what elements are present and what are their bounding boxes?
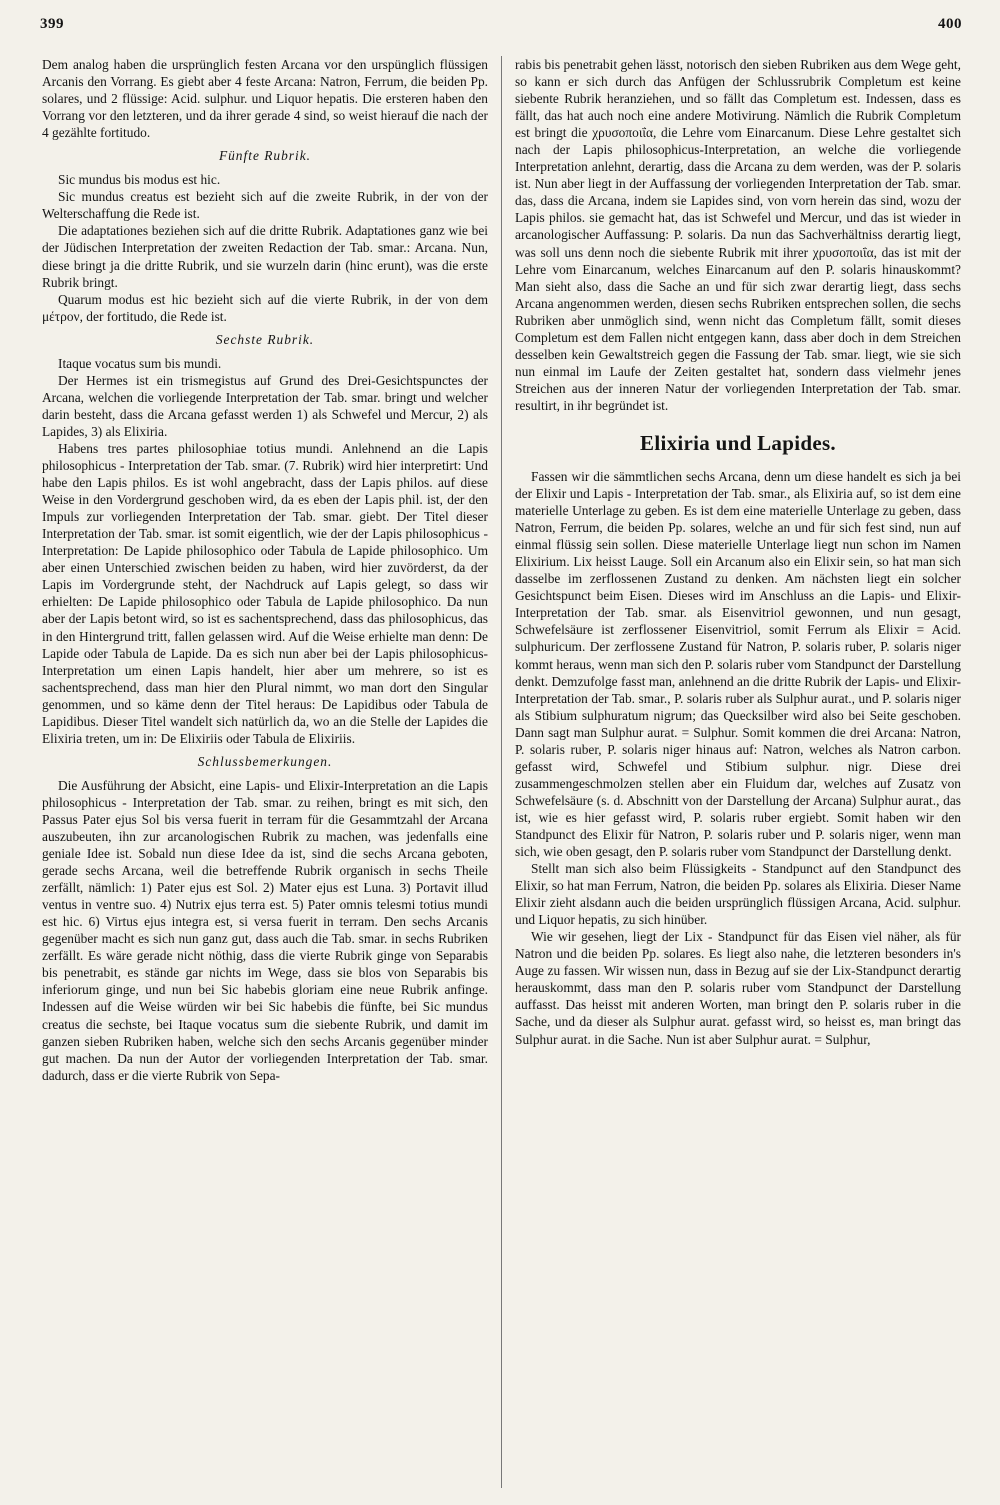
- paragraph: Dem analog haben die ursprünglich festen Arcana vor den urspünglich flüssigen Arcanis den Vorrang. Es giebt aber 4 feste Arcana: Natron, Ferrum, die beiden Pp. solares, und 2 flüssige: Acid. sulphur. und Liquor hepatis. Die ersteren haben den Vorrang vor den letzteren, und da ihrer gerade 4 sind, so weist hierauf die nach der 4 gezählte fortitudo.: [42, 57, 488, 141]
- paragraph: Sic mundus bis modus est hic.: [58, 172, 221, 188]
- paragraph: Wie wir gesehen, liegt der Lix - Standpunct für das Eisen viel näher, als für Natron und die beiden Pp. solares. Es liegt also nahe, die letzteren besonders in's Auge zu fassen. Wir wissen nun, dass in Bezug auf sie der Lix-Standpunct derartig herauskommt, dass man den P. solaris ruber vom Standpunct der Darstellung auffasst. Das heisst mit anderen Worten, man bringt den P. solaris ruber in die Sache, und da dieser als Sulphur aurat. gefasst wird, so heisst es, man bringt das Sulphur aurat. in die Sache. Nun ist aber Sulphur aurat. = Sulphur,: [515, 929, 961, 1047]
- paragraph: Sic mundus creatus est bezieht sich auf die zweite Rubrik, in der von der Welterschaffung die Rede ist.: [42, 189, 488, 222]
- paragraph: Der Hermes ist ein trismegistus auf Grund des Drei-Gesichtspunctes der Arcana, welchen die vorliegende Interpretation der Tab. smar. bringt und welcher darin besteht, dass die Arcana gefasst werden 1) als Schwefel und Mercur, 2) als Lapides, 3) als Elixiria.: [42, 372, 488, 439]
- paragraph: Die Ausführung der Absicht, eine Lapis- und Elixir-Interpretation an die Lapis philosophicus - Interpretation der Tab. smar. zu reihen, bringt es mit sich, den Passus Pater ejus Sol bis versa fuerit in terram für die Gesammtzahl der Arcana auszubeuten, ihn zur arcanologischen Rubrik zu machen, was jedenfalls eine geniale Idee ist. Sobald nun diese Idee da ist, sind die sechs Arcana geboten, gerade sechs Arcana, weil die betreffende Rubrik organisch in sechs Theile zerfällt, nämlich: 1) Pater ejus est Sol. 2) Mater ejus est Luna. 3) Portavit illud ventus in ventre suo. 4) Nutrix ejus terra est. 5) Pater omnis telesmi totius mundi est hic. 6) Virtus ejus integra est, si versa fuerit in terram. Den sechs Arcanis gegenüber macht es sich nun ganz gut, dass auch die Tab. smar. in sechs Rubriken zerfällt. Es wäre gerade nicht nöthig, dass die vierte Rubrik ginge von Separabis bis penetrabit, es stände gar nichts im Wege, dass sie blos von Separabis bis inferiorum ginge, und nun bei Sic habebis gloriam eine neue Rubrik anfinge. Indessen auf die Weise würden wir bei Sic habebis die fünfte, bei Sic mundus creatus die sechste, bei Itaque vocatus sum die siebente Rubrik, und damit im ganzen sieben Rubriken haben, welche sich den sechs Arcanis gegenüber minder gut machen. Da nun der Autor der vorliegenden Interpretation der Tab. smar. dadurch, dass er die vierte Rubrik von Sepa-: [42, 777, 488, 1083]
- section-heading-schlussbemerkungen: Schlussbemerkungen.: [197, 753, 333, 769]
- left-column: [42, 56, 488, 1496]
- right-column: [515, 56, 961, 1496]
- chapter-heading-elixiria-und-lapides: Elixiria und Lapides.: [640, 430, 836, 455]
- paragraph: rabis bis penetrabit gehen lässt, notorisch den sieben Rubriken aus dem Wege geht, so kann er sich durch das Anfügen der Schlussrubrik Completum est keine siebente Rubrik heranziehen, und so fällt das Completum est. Indessen, dass es fällt, das hat auch noch eine andere Motivirung. Nämlich die Rubrik Completum est bringt die χρυσοποιΐα, die Lehre vom Einarcanum. Diese Lehre gestaltet sich nach der Lapis philosophicus-Interpretation, an welche die vorliegende Interpretation anlehnt, derartig, dass die Arcana zu dem werden, was der P. solaris ist. Nun aber liegt in der Auffassung der vorliegenden Interpretation der Tab. smar. das, dass die Arcana, indem sie Lapides sind, von vorn herein das sind, wozu der Lapis philos. sie gemacht hat, das ist Schwefel und Mercur, und das ist wieder in arcanologischer Auffassung: P. solaris. Da nun das Sachverhältniss derartig liegt, was soll uns denn noch die siebente Rubrik mit ihrer χρυσοποιΐα, das ist mit der Lehre vom Einarcanum, welches Einarcanum auf den P. solaris hinauskommt? Man sieht also, dass die Sache an und für sich zwar derartig liegt, dass sechs Arcana angenommen werden, diesen sechs Rubriken entsprechen sollen, die sechs Rubriken aber unmöglich sind, wenn nicht das Completum fällt, somit dieses Completum est dem Fallen nicht entgegen kann, dass aber doch in dem Streichen desselben kein Gewaltstreich gegen die Fassung der Tab. smar. liegt, wie sie sich nun einmal im Laufe der Zeiten gestaltet hat, sondern dass vielmehr jenes Streichen aus der inneren Natur der vorliegenden Interpretation der Tab. smar. resultirt, in ihr begründet ist.: [515, 57, 961, 413]
- section-heading-fuenfte-rubrik: Fünfte Rubrik.: [218, 148, 312, 164]
- page-number-right: 400: [938, 16, 962, 32]
- paragraph: Fassen wir die sämmtlichen sechs Arcana, denn um diese handelt es sich ja bei der Elixir und Lapis - Interpretation der Tab. smar., als Elixiria auf, so ist dem eine materielle Unterlage zu geben. Es ist dem eine materielle Unterlage zu geben, dass Natron, Ferrum, die beiden Pp. solares, welche an und für sich fest sind, nun auf einmal flüssig sein sollen. Diese materielle Unterlage liegt nun schon im Namen Elixirium. Lix heisst Lauge. Soll ein Arcanum also ein Elixir sein, so hat man sich dasselbe im zerflossenen Zustand zu denken. Am nächsten liegt ein solcher Gesichtspunct beim Eisen. Dieses wird im Anschluss an die Lapis- und Elixir-Interpretation der Tab. smar. als Eisenvitriol gewonnen, und nun gesagt, Schwefelsäure ist zerflossener Eisenvitriol, somit Ferrum als Elixir = Acid. sulphuricum. Der zerflossene Zustand für Natron, P. solaris ruber, P. solaris niger kommt heraus, wenn man sich den P. solaris ruber vom Standpunct der Darstellung denkt. Demzufolge fasst man, anlehnend an die dritte Rubrik der Lapis- und Elixir-Interpretation der Tab. smar., P. solaris ruber als Sulphur aurat., und P. solaris niger als Stibium sulphuratum nigrum; das Quecksilber wird also bei Seite geschoben. Dann sagt man Sulphur aurat. = Sulphur. Somit kommen die drei Arcana: Natron, P. solaris ruber, P. solaris niger hinaus auf: Natron, welches als Natron carbon. gefasst wird, Schwefel und Stibium sulphur. nigr. Diese drei zusammengeschmolzen stellen aber ein Fluidum dar, welches auf Zusatz von Schwefelsäure (s. d. Abschnitt von der Darstellung der Arcana) Sulphur aurat., das ist, wie es hier gefasst wird, P. solaris ruber ergiebt. Somit haben wir den Standpunct des Elixir für Natron, P. solaris ruber und P. solaris niger, wenn man sich, wie oben gesagt, den P. solaris ruber vom Standpunct der Darstellung denkt.: [515, 468, 961, 860]
- section-heading-sechste-rubrik: Sechste Rubrik.: [215, 331, 315, 347]
- paragraph: Quarum modus est hic bezieht sich auf die vierte Rubrik, in der von dem μέτρον, der fortitudo, die Rede ist.: [42, 291, 488, 324]
- paragraph: Habens tres partes philosophiae totius mundi. Anlehnend an die Lapis philosophicus - Interpretation der Tab. smar. (7. Rubrik) wird hier interpretirt: Und habe den Lapis philos. Es ist wohl angebracht, dass der Lapis philos. auf diese Weise in den Vordergrund geschoben wird, da es eben der Lapis phil. ist, der den Impuls zur vorliegenden Interpretation der Tab. smar. giebt. Der Titel dieser Interpretation der Tab. smar. ist somit eigentlich, wie der der Lapis philosophicus - Interpretation: De Lapide philosophico oder Tabula de Lapide philosophico. Um aber einen Unterschied zwischen beiden zu haben, wird hier zuvörderst, da der Lapis im Vordergrunde steht, der Nachdruck auf Lapis gelegt, so dass wir erhielten: De Lapide philosophico oder Tabula de Lapide philosophico. Da nun aber der Lapis betont wird, so ist es sachentsprechend, dass das philosophicus, das in den Hintergrund tritt, fallen gelassen wird. Auf die Weise erhielte man denn: De Lapide oder Tabula de Lapide. Da es sich nun aber bei der Lapis philosophicus-Interpretation um einen Lapis handelt, hier aber um mehrere, so ist es sachentsprechend, dass man hier den Plural nimmt, wo man dort den Singular genommen, und so käme denn der Titel heraus: De Lapidibus oder Tabula de Lapidibus. Dieser Titel wandelt sich natürlich da, wo an die Stelle der Lapides die Elixiria treten, um in: De Elixiriis oder Tabula de Elixiriis.: [42, 440, 488, 746]
- page-number-left: 399: [40, 16, 64, 32]
- column-divider: [501, 56, 502, 1488]
- paragraph: Itaque vocatus sum bis mundi.: [58, 355, 222, 371]
- paragraph: Stellt man sich also beim Flüssigkeits - Standpunct auf den Standpunct des Elixir, so hat man Ferrum, Natron, die beiden Pp. solares als Elixiria. Dieser Name Elixir zieht alsdann auch die beiden ursprünglich flüssigen Arcana, Acid. sulphur. und Liquor hepatis, zu sich hinüber.: [515, 861, 961, 928]
- paragraph: Die adaptationes beziehen sich auf die dritte Rubrik. Adaptationes ganz wie bei der Jüdischen Interpretation der zweiten Redaction der Tab. smar.: Arcana. Nun, diese bringt ja die dritte Rubrik, und sie wurzeln darin (hinc erunt), was die erste Rubrik bringt.: [42, 223, 488, 290]
